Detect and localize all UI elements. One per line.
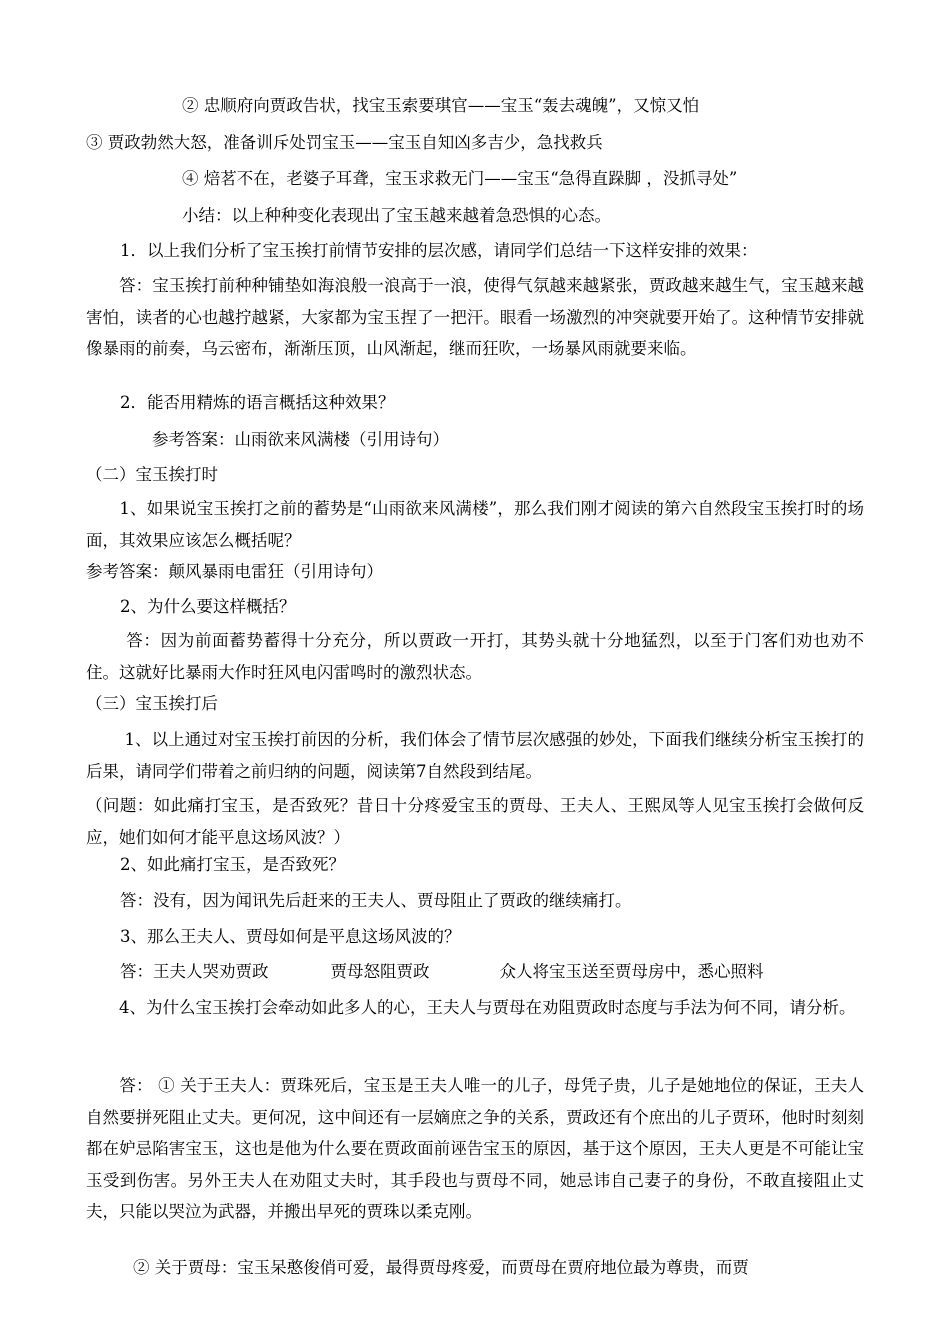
text-line: ④ 焙茗不在，老婆子耳聋，宝玉求救无门——宝玉“急得直跺脚 ，没抓寻处” (182, 169, 738, 188)
text-line: ② 关于贾母：宝玉呆憨俊俏可爱，最得贾母疼爱，而贾母在贾府地位最为尊贵，而贾 (133, 1258, 749, 1277)
text-line: 2．能否用精炼的语言概括这种效果？ (120, 393, 395, 412)
text-line: ③ 贾政勃然大怒，准备训斥处罚宝玉——宝玉自知凶多吉少，急找救兵 (86, 133, 603, 152)
answer-item-3: 众人将宝玉送至贾母房中，悉心照料 (499, 962, 764, 981)
paragraph: 答： ① 关于王夫人：贾珠死后，宝玉是王夫人唯一的儿子，母凭子贵，儿子是她地位的保证，王夫人自然要拼死阻止丈夫。更何况，这中间还有一层嫡庶之争的关系，贾政还有个庶出的儿子贾环，他时时刻刻都在妒忌陷害宝玉，这也是他为什么要在贾政面前诬告宝玉的原因，基于这个原因，王夫人更是不可能让宝玉受到伤害。另外王夫人在劝阻丈夫时，其手段也与贾母不同，她忌讳自己妻子的身份，不敢直接阻止丈夫，只能以哭泣为武器，并搬出早死的贾珠以柔克刚。 (86, 1076, 864, 1221)
paragraph: （问题：如此痛打宝玉，是否致死？昔日十分疼爱宝玉的贾母、王夫人、王熙凤等人见宝玉挨打会做何反应，她们如何才能平息这场风波？） (86, 796, 864, 847)
section-heading: （二）宝玉挨打时 (86, 465, 218, 484)
paragraph: 答：宝玉挨打前种种铺垫如海浪般一浪高于一浪，使得气氛越来越紧张，贾政越来越生气，宝玉越来越害怕，读者的心也越拧越紧，大家都为宝玉捏了一把汗。眼看一场激烈的冲突就要开始了。这种情节安排就像暴雨的前奏，乌云密布，渐渐压顶，山风渐起，继而狂吹，一场暴风雨就要来临。 (86, 276, 864, 358)
text-line: 2、为什么要这样概括？ (120, 597, 296, 616)
answer-item-1: 答：王夫人哭劝贾政 (120, 962, 269, 981)
paragraph: 1、如果说宝玉挨打之前的蓄势是“山雨欲来风满楼”，那么我们刚才阅读的第六自然段宝玉挨打时的场面，其效果应该怎么概括呢？ (86, 499, 864, 550)
text-line: 1．以上我们分析了宝玉挨打前情节安排的层次感，请同学们总结一下这样安排的效果： (120, 241, 758, 260)
section-heading: （三）宝玉挨打后 (86, 694, 218, 713)
paragraph: 答：因为前面蓄势蓄得十分充分，所以贾政一开打，其势头就十分地猛烈，以至于门客们劝也劝不住。这就好比暴雨大作时狂风电闪雷鸣时的激烈状态。 (86, 631, 864, 682)
text-line: 答：没有，因为闻讯先后赶来的王夫人、贾母阻止了贾政的继续痛打。 (120, 891, 632, 910)
text-line: 参考答案：山雨欲来风满楼（引用诗句） (152, 430, 449, 449)
text-line: 参考答案：颠风暴雨电雷狂（引用诗句） (86, 562, 383, 581)
text-line: ② 忠顺府向贾政告状，找宝玉索要琪官——宝玉“轰去魂魄”，又惊又怕 (182, 96, 700, 115)
paragraph: 1、以上通过对宝玉挨打前因的分析，我们体会了情节层次感强的妙处，下面我们继续分析宝玉挨打的后果，请同学们带着之前归纳的问题，阅读第7自然段到结尾。 (86, 730, 864, 781)
text-line: 2、如此痛打宝玉，是否致死？ (120, 855, 345, 874)
answer-line (120, 961, 764, 983)
paragraph: 4、为什么宝玉挨打会牵动如此多人的心，王夫人与贾母在劝阻贾政时态度与手法为何不同，请分析。 (86, 998, 856, 1017)
answer-item-2: 贾母怒阻贾政 (330, 962, 430, 981)
text-line: 小结：以上种种变化表现出了宝玉越来越着急恐惧的心态。 (182, 206, 611, 225)
text-line: 3、那么王夫人、贾母如何是平息这场风波的？ (120, 927, 461, 946)
